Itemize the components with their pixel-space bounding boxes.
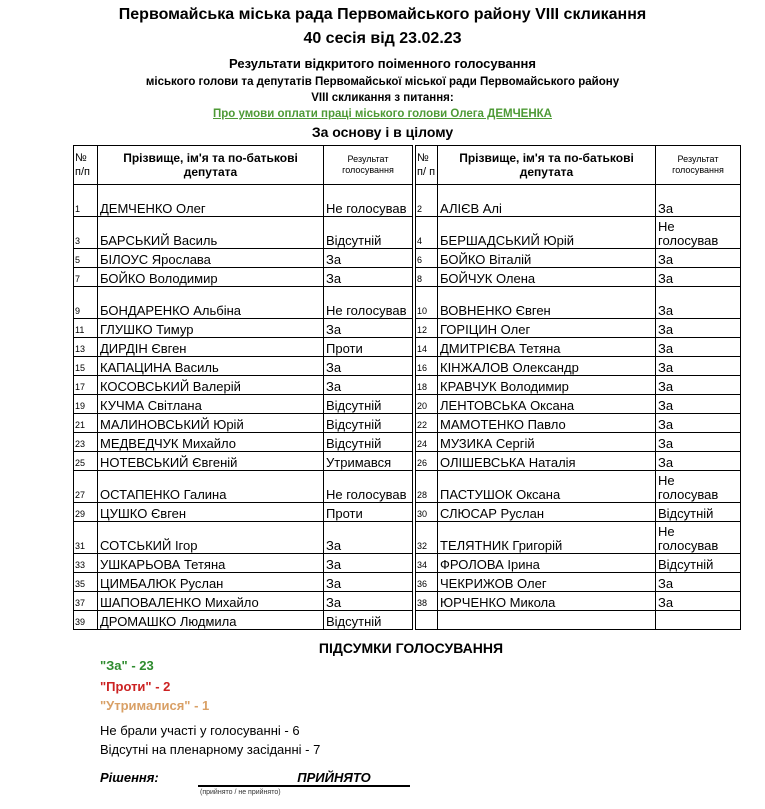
deputy-name: БОЙКО Віталій <box>438 249 656 268</box>
decision-label: Рішення: <box>100 770 159 785</box>
vote-result: За <box>324 319 413 338</box>
deputy-number: 35 <box>74 573 98 592</box>
deputy-name: ВОВНЕНКО Євген <box>438 287 656 319</box>
deputy-number: 21 <box>74 414 98 433</box>
deputy-name: ОСТАПЕНКО Галина <box>98 471 324 503</box>
table-row <box>74 217 741 249</box>
vote-result: За <box>656 395 741 414</box>
results-subtitle-2: VIII скликання з питання: <box>311 92 454 104</box>
table-row <box>74 287 741 319</box>
deputy-name: БОНДАРЕНКО Альбіна <box>98 287 324 319</box>
vote-result: За <box>656 592 741 611</box>
summary-against: "Проти" - 2 <box>100 679 171 694</box>
table-row <box>74 338 741 357</box>
deputy-name: МАМОТЕНКО Павло <box>438 414 656 433</box>
col-result-header: Результат голосування <box>656 146 741 185</box>
deputy-name: КОСОВСЬКИЙ Валерій <box>98 376 324 395</box>
deputy-number: 23 <box>74 433 98 452</box>
deputy-number: 38 <box>416 592 438 611</box>
vote-result: Не голосував <box>656 522 741 554</box>
deputy-number: 34 <box>416 554 438 573</box>
table-row <box>74 433 741 452</box>
decision-hint: (прийнято / не прийнято) <box>200 789 281 796</box>
deputy-number: 26 <box>416 452 438 471</box>
vote-table <box>73 145 741 630</box>
summary-abstained: "Утрималися" - 1 <box>100 698 210 713</box>
deputy-name <box>438 611 656 630</box>
deputy-name: КРАВЧУК Володимир <box>438 376 656 395</box>
vote-result: Відсутній <box>324 414 413 433</box>
table-row <box>74 414 741 433</box>
vote-result <box>656 611 741 630</box>
deputy-number: 15 <box>74 357 98 376</box>
deputy-number: 16 <box>416 357 438 376</box>
vote-result: За <box>656 452 741 471</box>
vote-result: За <box>324 268 413 287</box>
vote-result: За <box>324 573 413 592</box>
vote-result: Відсутній <box>656 503 741 522</box>
results-subtitle-1: міського голови та депутатів Первомайської міської ради Первомайського району <box>145 76 620 88</box>
vote-result: Не голосував <box>324 471 413 503</box>
deputy-name: ЦУШКО Євген <box>98 503 324 522</box>
deputy-name: ЮРЧЕНКО Микола <box>438 592 656 611</box>
deputy-number <box>416 611 438 630</box>
deputy-number: 3 <box>74 217 98 249</box>
question-link[interactable]: Про умови оплати праці міського голови Олега ДЕМЧЕНКА <box>213 108 552 120</box>
table-row <box>74 554 741 573</box>
vote-result: За <box>324 554 413 573</box>
deputy-name: БОЙЧУК Олена <box>438 268 656 287</box>
deputy-number: 4 <box>416 217 438 249</box>
table-row <box>74 592 741 611</box>
table-row <box>74 503 741 522</box>
deputy-name: БОЙКО Володимир <box>98 268 324 287</box>
col-name-header: Прізвище, ім'я та по-батькові депутата <box>98 146 324 185</box>
deputy-name: МУЗИКА Сергій <box>438 433 656 452</box>
col-name-header: Прізвище, ім'я та по-батькові депутата <box>438 146 656 185</box>
deputy-name: КАПАЦИНА Василь <box>98 357 324 376</box>
deputy-number: 33 <box>74 554 98 573</box>
deputy-name: УШКАРЬОВА Тетяна <box>98 554 324 573</box>
deputy-number: 12 <box>416 319 438 338</box>
vote-result: За <box>656 268 741 287</box>
table-row <box>74 268 741 287</box>
table-row <box>74 522 741 554</box>
deputy-number: 36 <box>416 573 438 592</box>
vote-result: За <box>656 338 741 357</box>
vote-result: Проти <box>324 338 413 357</box>
table-row <box>74 249 741 268</box>
deputy-name: АЛІЄВ Алі <box>438 185 656 217</box>
vote-result: Відсутній <box>324 611 413 630</box>
vote-result: За <box>656 376 741 395</box>
vote-result: За <box>656 249 741 268</box>
deputy-number: 19 <box>74 395 98 414</box>
deputy-number: 31 <box>74 522 98 554</box>
summary-title: ПІДСУМКИ ГОЛОСУВАННЯ <box>318 640 504 656</box>
vote-result: Відсутній <box>656 554 741 573</box>
vote-result: За <box>656 357 741 376</box>
table-row <box>74 471 741 503</box>
vote-result: За <box>656 319 741 338</box>
table-row <box>74 452 741 471</box>
table-header <box>74 146 741 185</box>
deputy-number: 17 <box>74 376 98 395</box>
deputy-number: 6 <box>416 249 438 268</box>
deputy-name: ЦИМБАЛЮК Руслан <box>98 573 324 592</box>
deputy-number: 32 <box>416 522 438 554</box>
vote-result: Відсутній <box>324 217 413 249</box>
table-row <box>74 573 741 592</box>
deputy-name: ЧЕКРИЖОВ Олег <box>438 573 656 592</box>
table-row <box>74 611 741 630</box>
vote-type: За основу і в цілому <box>311 124 454 140</box>
vote-result: За <box>656 287 741 319</box>
deputy-name: ГЛУШКО Тимур <box>98 319 324 338</box>
deputy-name: ЛЕНТОВСЬКА Оксана <box>438 395 656 414</box>
col-num-header: № п/ п <box>416 146 438 185</box>
deputy-name: ПАСТУШОК Оксана <box>438 471 656 503</box>
deputy-name: МЕДВЕДЧУК Михайло <box>98 433 324 452</box>
deputy-number: 20 <box>416 395 438 414</box>
vote-result: Не голосував <box>656 471 741 503</box>
deputy-number: 11 <box>74 319 98 338</box>
deputy-number: 39 <box>74 611 98 630</box>
deputy-number: 25 <box>74 452 98 471</box>
vote-result: За <box>324 357 413 376</box>
vote-result: Не голосував <box>324 185 413 217</box>
table-row <box>74 319 741 338</box>
deputy-name: МАЛИНОВСЬКИЙ Юрій <box>98 414 324 433</box>
deputy-name: ДМИТРІЄВА Тетяна <box>438 338 656 357</box>
deputy-name: ДРОМАШКО Людмила <box>98 611 324 630</box>
deputy-number: 28 <box>416 471 438 503</box>
vote-result: Утримався <box>324 452 413 471</box>
vote-result: Відсутній <box>324 433 413 452</box>
deputy-number: 14 <box>416 338 438 357</box>
deputy-name: БАРСЬКИЙ Василь <box>98 217 324 249</box>
deputy-number: 22 <box>416 414 438 433</box>
results-title: Результати відкритого поіменного голосування <box>229 56 536 71</box>
session-title: 40 сесія від 23.02.23 <box>303 30 462 47</box>
deputy-name: НОТЕВСЬКИЙ Євгеній <box>98 452 324 471</box>
col-result-header: Результат голосування <box>324 146 413 185</box>
deputy-number: 2 <box>416 185 438 217</box>
table-row <box>74 357 741 376</box>
deputy-name: КІНЖАЛОВ Олександр <box>438 357 656 376</box>
deputy-number: 18 <box>416 376 438 395</box>
vote-result: Відсутній <box>324 395 413 414</box>
deputy-number: 29 <box>74 503 98 522</box>
council-title: Первомайська міська рада Первомайського району VIII скликання <box>118 6 647 23</box>
vote-result: За <box>324 592 413 611</box>
deputy-number: 37 <box>74 592 98 611</box>
col-num-header: № п/п <box>74 146 98 185</box>
summary-absent: Відсутні на пленарному засіданні - 7 <box>100 742 321 757</box>
table-row <box>74 395 741 414</box>
deputy-number: 24 <box>416 433 438 452</box>
deputy-name: БЕРШАДСЬКИЙ Юрій <box>438 217 656 249</box>
vote-result: За <box>324 249 413 268</box>
deputy-name: СОТСЬКИЙ Ігор <box>98 522 324 554</box>
deputy-name: БІЛОУС Ярослава <box>98 249 324 268</box>
vote-result: За <box>324 376 413 395</box>
deputy-name: ФРОЛОВА Ірина <box>438 554 656 573</box>
deputy-name: КУЧМА Світлана <box>98 395 324 414</box>
deputy-number: 27 <box>74 471 98 503</box>
deputy-name: СЛЮСАР Руслан <box>438 503 656 522</box>
deputy-name: ТЕЛЯТНИК Григорій <box>438 522 656 554</box>
vote-result: За <box>324 522 413 554</box>
summary-for: "За" - 23 <box>100 658 154 673</box>
deputy-name: ШАПОВАЛЕНКО Михайло <box>98 592 324 611</box>
deputy-number: 7 <box>74 268 98 287</box>
deputy-number: 10 <box>416 287 438 319</box>
table-row <box>74 185 741 217</box>
table-row <box>74 376 741 395</box>
vote-result: За <box>656 414 741 433</box>
deputy-name: ДЕМЧЕНКО Олег <box>98 185 324 217</box>
deputy-number: 30 <box>416 503 438 522</box>
deputy-name: ДИРДІН Євген <box>98 338 324 357</box>
deputy-number: 13 <box>74 338 98 357</box>
vote-result: Не голосував <box>656 217 741 249</box>
vote-result: Не голосував <box>324 287 413 319</box>
deputy-name: ГОРІЦИН Олег <box>438 319 656 338</box>
deputy-number: 9 <box>74 287 98 319</box>
vote-result: За <box>656 433 741 452</box>
deputy-number: 8 <box>416 268 438 287</box>
deputy-number: 5 <box>74 249 98 268</box>
summary-not-voted: Не брали участі у голосуванні - 6 <box>100 723 300 738</box>
decision-value: ПРИЙНЯТО <box>198 770 410 787</box>
deputy-name: ОЛІШЕВСЬКА Наталія <box>438 452 656 471</box>
vote-result: За <box>656 185 741 217</box>
vote-result: За <box>656 573 741 592</box>
deputy-number: 1 <box>74 185 98 217</box>
vote-result: Проти <box>324 503 413 522</box>
